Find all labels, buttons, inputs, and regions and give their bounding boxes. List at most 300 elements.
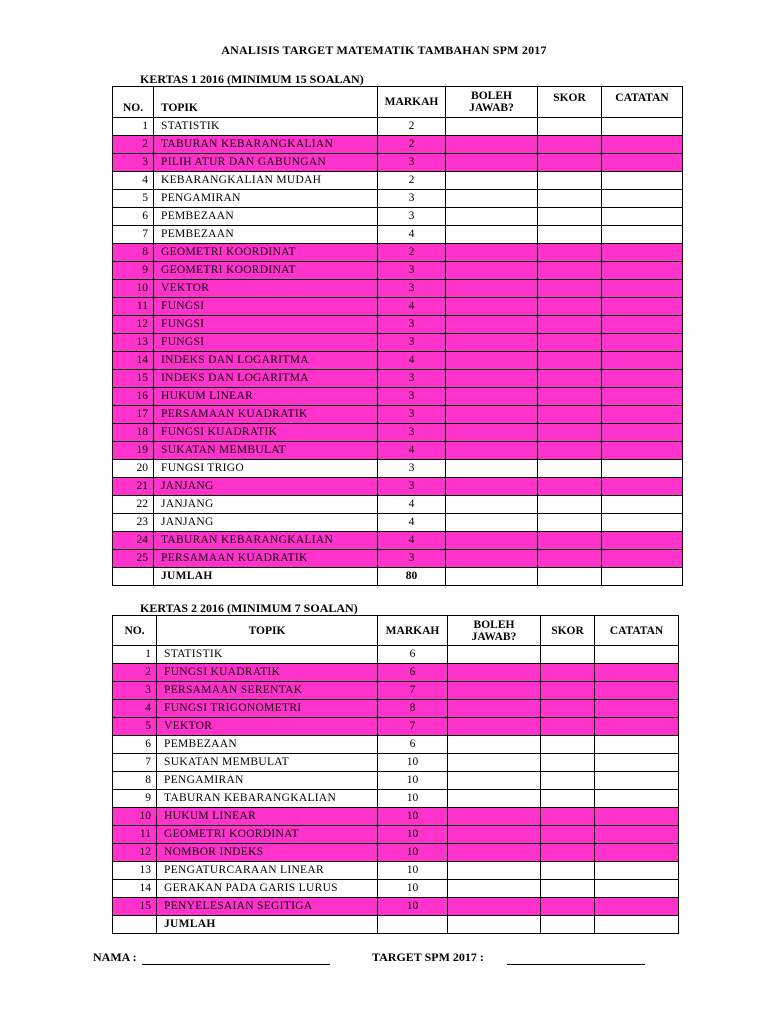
row-can-answer-cell[interactable]: [448, 700, 541, 718]
row-marks: 4: [378, 532, 446, 550]
table-row: [113, 388, 683, 406]
row-marks: 4: [378, 226, 446, 244]
row-can-answer-cell[interactable]: [446, 424, 538, 442]
total-marks: 80: [378, 568, 446, 586]
row-topic: FUNGSI TRIGONOMETRI: [157, 700, 378, 718]
row-topic: PERSAMAAN KUADRATIK: [154, 406, 378, 424]
row-note-cell[interactable]: [602, 496, 683, 514]
row-number: 7: [113, 226, 154, 244]
row-topic: INDEKS DAN LOGARITMA: [154, 370, 378, 388]
row-can-answer-cell[interactable]: [448, 664, 541, 682]
col-header-topic: TOPIK: [154, 87, 378, 118]
row-score-cell[interactable]: [538, 226, 602, 244]
row-topic: VEKTOR: [157, 718, 378, 736]
total-empty-cell: [113, 568, 154, 586]
row-number: 5: [113, 718, 157, 736]
row-number: 13: [113, 334, 154, 352]
row-note-cell[interactable]: [602, 226, 683, 244]
row-marks: 3: [378, 460, 446, 478]
table-row: [113, 550, 683, 568]
row-number: 11: [113, 298, 154, 316]
total-note-cell: [602, 568, 683, 586]
row-can-answer-cell[interactable]: [446, 262, 538, 280]
row-can-answer-cell[interactable]: [448, 754, 541, 772]
row-topic: FUNGSI: [154, 298, 378, 316]
row-note-cell[interactable]: [602, 154, 683, 172]
row-score-cell[interactable]: [538, 460, 602, 478]
row-number: 1: [113, 646, 157, 664]
row-topic: FUNGSI KUADRATIK: [154, 424, 378, 442]
row-marks: 3: [378, 262, 446, 280]
row-marks: 4: [378, 442, 446, 460]
row-can-answer-cell[interactable]: [446, 370, 538, 388]
table-row: [113, 754, 679, 772]
row-marks: 3: [378, 388, 446, 406]
paper2-table: [112, 615, 679, 934]
row-topic: STATISTIK: [154, 118, 378, 136]
total-can-answer-cell: [448, 916, 541, 934]
table-row: [113, 226, 683, 244]
table-row: [113, 682, 679, 700]
col-header-score: SKOR: [541, 616, 595, 646]
row-can-answer-cell[interactable]: [446, 352, 538, 370]
row-number: 13: [113, 862, 157, 880]
row-note-cell[interactable]: [595, 898, 679, 916]
table-row: [113, 718, 679, 736]
row-topic: HUKUM LINEAR: [157, 808, 378, 826]
table-row: [113, 844, 679, 862]
row-score-cell[interactable]: [538, 190, 602, 208]
table-row: [113, 136, 683, 154]
row-score-cell[interactable]: [538, 244, 602, 262]
row-marks: 10: [378, 862, 448, 880]
row-number: 8: [113, 244, 154, 262]
row-score-cell[interactable]: [541, 664, 595, 682]
row-marks: 4: [378, 496, 446, 514]
row-score-cell[interactable]: [541, 898, 595, 916]
row-number: 14: [113, 880, 157, 898]
total-score-cell: [538, 568, 602, 586]
row-score-cell[interactable]: [538, 532, 602, 550]
row-marks: 10: [378, 808, 448, 826]
row-can-answer-cell[interactable]: [446, 442, 538, 460]
row-number: 19: [113, 442, 154, 460]
row-marks: 7: [378, 682, 448, 700]
row-can-answer-cell[interactable]: [448, 736, 541, 754]
row-can-answer-cell[interactable]: [446, 208, 538, 226]
table-header-row: [113, 87, 683, 118]
table-row: [113, 478, 683, 496]
row-note-cell[interactable]: [595, 844, 679, 862]
row-number: 9: [113, 790, 157, 808]
row-number: 10: [113, 280, 154, 298]
row-score-cell[interactable]: [541, 844, 595, 862]
row-number: 6: [113, 736, 157, 754]
row-marks: 10: [378, 898, 448, 916]
row-score-cell[interactable]: [541, 808, 595, 826]
row-can-answer-cell[interactable]: [448, 862, 541, 880]
row-can-answer-cell[interactable]: [446, 244, 538, 262]
row-score-cell[interactable]: [538, 352, 602, 370]
row-topic: PENGAMIRAN: [157, 772, 378, 790]
row-score-cell[interactable]: [538, 496, 602, 514]
row-marks: 3: [378, 190, 446, 208]
paper1-table: [112, 86, 683, 586]
row-topic: PENGATURCARAAN LINEAR: [157, 862, 378, 880]
col-header-marks: MARKAH: [378, 87, 446, 118]
row-number: 14: [113, 352, 154, 370]
row-number: 9: [113, 262, 154, 280]
row-marks: 10: [378, 826, 448, 844]
row-can-answer-cell[interactable]: [446, 460, 538, 478]
row-score-cell[interactable]: [541, 682, 595, 700]
row-can-answer-cell[interactable]: [446, 532, 538, 550]
row-score-cell[interactable]: [538, 118, 602, 136]
total-label: JUMLAH: [154, 568, 378, 586]
row-marks: 4: [378, 352, 446, 370]
total-empty-cell: [113, 916, 157, 934]
row-note-cell[interactable]: [602, 316, 683, 334]
row-note-cell[interactable]: [602, 190, 683, 208]
col-header-score: SKOR: [538, 87, 602, 118]
row-number: 21: [113, 478, 154, 496]
col-header-no: NO.: [113, 87, 154, 118]
row-score-cell[interactable]: [541, 754, 595, 772]
row-topic: SUKATAN MEMBULAT: [157, 754, 378, 772]
row-can-answer-cell[interactable]: [446, 172, 538, 190]
row-note-cell[interactable]: [595, 862, 679, 880]
row-can-answer-cell[interactable]: [446, 226, 538, 244]
row-note-cell[interactable]: [595, 718, 679, 736]
row-note-cell[interactable]: [595, 790, 679, 808]
table-header-row: [113, 616, 679, 646]
table-row: [113, 862, 679, 880]
row-number: 15: [113, 370, 154, 388]
row-topic: TABURAN KEBARANGKALIAN: [154, 136, 378, 154]
table-row: [113, 898, 679, 916]
row-score-cell[interactable]: [538, 388, 602, 406]
row-score-cell[interactable]: [538, 478, 602, 496]
table-row: [113, 316, 683, 334]
row-number: 11: [113, 826, 157, 844]
table-row: [113, 808, 679, 826]
row-note-cell[interactable]: [595, 664, 679, 682]
row-topic: PEMBEZAAN: [154, 208, 378, 226]
row-can-answer-cell[interactable]: [448, 808, 541, 826]
row-number: 24: [113, 532, 154, 550]
row-marks: 10: [378, 772, 448, 790]
row-topic: PENYELESAIAN SEGITIGA: [157, 898, 378, 916]
table-row: [113, 664, 679, 682]
paper2-heading: KERTAS 2 2016 (MINIMUM 7 SOALAN): [140, 601, 358, 615]
row-can-answer-cell[interactable]: [448, 682, 541, 700]
row-note-cell[interactable]: [602, 406, 683, 424]
table-row: [113, 244, 683, 262]
table-row: [113, 298, 683, 316]
paper1-heading: KERTAS 1 2016 (MINIMUM 15 SOALAN): [140, 72, 364, 86]
row-note-cell[interactable]: [602, 298, 683, 316]
total-marks: [378, 916, 448, 934]
row-marks: 3: [378, 424, 446, 442]
row-marks: 3: [378, 406, 446, 424]
target-blank-line[interactable]: [507, 952, 645, 965]
table-row: [113, 442, 683, 460]
row-topic: PENGAMIRAN: [154, 190, 378, 208]
row-number: 12: [113, 316, 154, 334]
row-marks: 4: [378, 298, 446, 316]
row-number: 7: [113, 754, 157, 772]
row-note-cell[interactable]: [595, 880, 679, 898]
table-row: [113, 880, 679, 898]
row-number: 3: [113, 682, 157, 700]
row-can-answer-cell[interactable]: [448, 826, 541, 844]
row-number: 22: [113, 496, 154, 514]
row-score-cell[interactable]: [538, 334, 602, 352]
row-can-answer-cell[interactable]: [448, 880, 541, 898]
row-note-cell[interactable]: [602, 370, 683, 388]
row-score-cell[interactable]: [538, 442, 602, 460]
col-header-topic: TOPIK: [157, 616, 378, 646]
row-note-cell[interactable]: [602, 532, 683, 550]
row-note-cell[interactable]: [602, 280, 683, 298]
row-score-cell[interactable]: [538, 550, 602, 568]
document-title: ANALISIS TARGET MATEMATIK TAMBAHAN SPM 2017: [221, 43, 547, 57]
row-topic: JANJANG: [154, 478, 378, 496]
row-can-answer-cell[interactable]: [446, 406, 538, 424]
row-score-cell[interactable]: [541, 718, 595, 736]
row-note-cell[interactable]: [595, 682, 679, 700]
row-note-cell[interactable]: [602, 478, 683, 496]
row-marks: 7: [378, 718, 448, 736]
row-topic: GEOMETRI KOORDINAT: [154, 244, 378, 262]
row-note-cell[interactable]: [595, 754, 679, 772]
row-can-answer-cell[interactable]: [446, 190, 538, 208]
row-can-answer-cell[interactable]: [448, 718, 541, 736]
row-score-cell[interactable]: [538, 316, 602, 334]
row-note-cell[interactable]: [595, 736, 679, 754]
total-row: [113, 568, 683, 586]
row-can-answer-cell[interactable]: [446, 316, 538, 334]
row-score-cell[interactable]: [538, 208, 602, 226]
row-note-cell[interactable]: [602, 388, 683, 406]
row-marks: 6: [378, 664, 448, 682]
row-marks: 2: [378, 172, 446, 190]
row-note-cell[interactable]: [602, 460, 683, 478]
row-score-cell[interactable]: [541, 736, 595, 754]
table-row: [113, 352, 683, 370]
row-can-answer-cell[interactable]: [446, 136, 538, 154]
table-row: [113, 208, 683, 226]
row-topic: VEKTOR: [154, 280, 378, 298]
row-number: 2: [113, 664, 157, 682]
total-label: JUMLAH: [157, 916, 378, 934]
row-note-cell[interactable]: [602, 244, 683, 262]
row-note-cell[interactable]: [602, 136, 683, 154]
row-topic: HUKUM LINEAR: [154, 388, 378, 406]
row-can-answer-cell[interactable]: [448, 844, 541, 862]
row-score-cell[interactable]: [538, 262, 602, 280]
table-row: [113, 370, 683, 388]
row-number: 20: [113, 460, 154, 478]
table-row: [113, 172, 683, 190]
row-number: 4: [113, 172, 154, 190]
row-score-cell[interactable]: [538, 154, 602, 172]
row-score-cell[interactable]: [541, 646, 595, 664]
row-can-answer-cell[interactable]: [448, 790, 541, 808]
row-score-cell[interactable]: [541, 826, 595, 844]
total-row: [113, 916, 679, 934]
row-topic: NOMBOR INDEKS: [157, 844, 378, 862]
row-note-cell[interactable]: [595, 808, 679, 826]
row-score-cell[interactable]: [538, 370, 602, 388]
name-label: NAMA :: [93, 950, 137, 964]
row-marks: 4: [378, 514, 446, 532]
row-topic: SUKATAN MEMBULAT: [154, 442, 378, 460]
row-note-cell[interactable]: [602, 442, 683, 460]
row-can-answer-cell[interactable]: [446, 514, 538, 532]
row-marks: 6: [378, 736, 448, 754]
table-row: [113, 790, 679, 808]
row-note-cell[interactable]: [602, 334, 683, 352]
row-number: 17: [113, 406, 154, 424]
row-note-cell[interactable]: [595, 646, 679, 664]
table-row: [113, 772, 679, 790]
col-header-marks: MARKAH: [378, 616, 448, 646]
row-topic: TABURAN KEBARANGKALIAN: [154, 532, 378, 550]
row-number: 1: [113, 118, 154, 136]
row-note-cell[interactable]: [602, 514, 683, 532]
row-score-cell[interactable]: [538, 280, 602, 298]
row-score-cell[interactable]: [538, 514, 602, 532]
row-topic: FUNGSI TRIGO: [154, 460, 378, 478]
row-topic: PEMBEZAAN: [154, 226, 378, 244]
row-score-cell[interactable]: [541, 772, 595, 790]
row-marks: 2: [378, 136, 446, 154]
row-marks: 3: [378, 280, 446, 298]
row-note-cell[interactable]: [602, 208, 683, 226]
row-topic: JANJANG: [154, 514, 378, 532]
row-marks: 2: [378, 118, 446, 136]
row-topic: GEOMETRI KOORDINAT: [154, 262, 378, 280]
row-marks: 3: [378, 550, 446, 568]
row-topic: FUNGSI KUADRATIK: [157, 664, 378, 682]
name-blank-line[interactable]: [142, 952, 330, 965]
row-marks: 3: [378, 478, 446, 496]
table-row: [113, 700, 679, 718]
row-can-answer-cell[interactable]: [446, 334, 538, 352]
row-can-answer-cell[interactable]: [446, 388, 538, 406]
name-field: [93, 950, 330, 965]
row-topic: FUNGSI: [154, 316, 378, 334]
table-row: [113, 514, 683, 532]
row-topic: GEOMETRI KOORDINAT: [157, 826, 378, 844]
row-number: 12: [113, 844, 157, 862]
row-score-cell[interactable]: [538, 136, 602, 154]
row-topic: PERSAMAAN SERENTAK: [157, 682, 378, 700]
col-header-no: NO.: [113, 616, 157, 646]
row-marks: 3: [378, 316, 446, 334]
row-can-answer-cell[interactable]: [448, 898, 541, 916]
table-row: [113, 826, 679, 844]
table-row: [113, 334, 683, 352]
row-marks: 3: [378, 370, 446, 388]
row-note-cell[interactable]: [602, 118, 683, 136]
row-marks: 3: [378, 208, 446, 226]
row-score-cell[interactable]: [538, 406, 602, 424]
row-score-cell[interactable]: [538, 424, 602, 442]
row-note-cell[interactable]: [595, 772, 679, 790]
row-number: 15: [113, 898, 157, 916]
row-number: 8: [113, 772, 157, 790]
table-row: [113, 460, 683, 478]
row-marks: 2: [378, 244, 446, 262]
row-topic: INDEKS DAN LOGARITMA: [154, 352, 378, 370]
row-number: 18: [113, 424, 154, 442]
table-row: [113, 118, 683, 136]
col-header-can-answer: BOLEH JAWAB?: [448, 616, 541, 646]
row-can-answer-cell[interactable]: [448, 646, 541, 664]
row-score-cell[interactable]: [541, 790, 595, 808]
row-marks: 8: [378, 700, 448, 718]
row-can-answer-cell[interactable]: [446, 298, 538, 316]
row-marks: 3: [378, 154, 446, 172]
row-marks: 10: [378, 754, 448, 772]
row-number: 16: [113, 388, 154, 406]
row-score-cell[interactable]: [541, 862, 595, 880]
row-can-answer-cell[interactable]: [446, 118, 538, 136]
row-note-cell[interactable]: [595, 826, 679, 844]
row-marks: 3: [378, 334, 446, 352]
total-score-cell: [541, 916, 595, 934]
row-note-cell[interactable]: [595, 700, 679, 718]
total-note-cell: [595, 916, 679, 934]
row-note-cell[interactable]: [602, 352, 683, 370]
table-row: [113, 262, 683, 280]
row-number: 3: [113, 154, 154, 172]
row-can-answer-cell[interactable]: [446, 154, 538, 172]
row-can-answer-cell[interactable]: [448, 772, 541, 790]
row-score-cell[interactable]: [541, 880, 595, 898]
row-number: 4: [113, 700, 157, 718]
row-topic: PERSAMAAN KUADRATIK: [154, 550, 378, 568]
row-topic: STATISTIK: [157, 646, 378, 664]
col-header-note: CATATAN: [595, 616, 679, 646]
col-header-note: CATATAN: [602, 87, 683, 118]
row-topic: FUNGSI: [154, 334, 378, 352]
row-can-answer-cell[interactable]: [446, 496, 538, 514]
row-note-cell[interactable]: [602, 550, 683, 568]
row-can-answer-cell[interactable]: [446, 280, 538, 298]
row-marks: 10: [378, 844, 448, 862]
table-row: [113, 424, 683, 442]
row-score-cell[interactable]: [538, 172, 602, 190]
table-row: [113, 736, 679, 754]
row-note-cell[interactable]: [602, 262, 683, 280]
table-row: [113, 496, 683, 514]
row-topic: TABURAN KEBARANGKALIAN: [157, 790, 378, 808]
row-note-cell[interactable]: [602, 424, 683, 442]
row-note-cell[interactable]: [602, 172, 683, 190]
table-row: [113, 280, 683, 298]
row-score-cell[interactable]: [541, 700, 595, 718]
row-number: 23: [113, 514, 154, 532]
row-can-answer-cell[interactable]: [446, 550, 538, 568]
row-marks: 6: [378, 646, 448, 664]
row-marks: 10: [378, 790, 448, 808]
row-score-cell[interactable]: [538, 298, 602, 316]
table-row: [113, 154, 683, 172]
row-can-answer-cell[interactable]: [446, 478, 538, 496]
